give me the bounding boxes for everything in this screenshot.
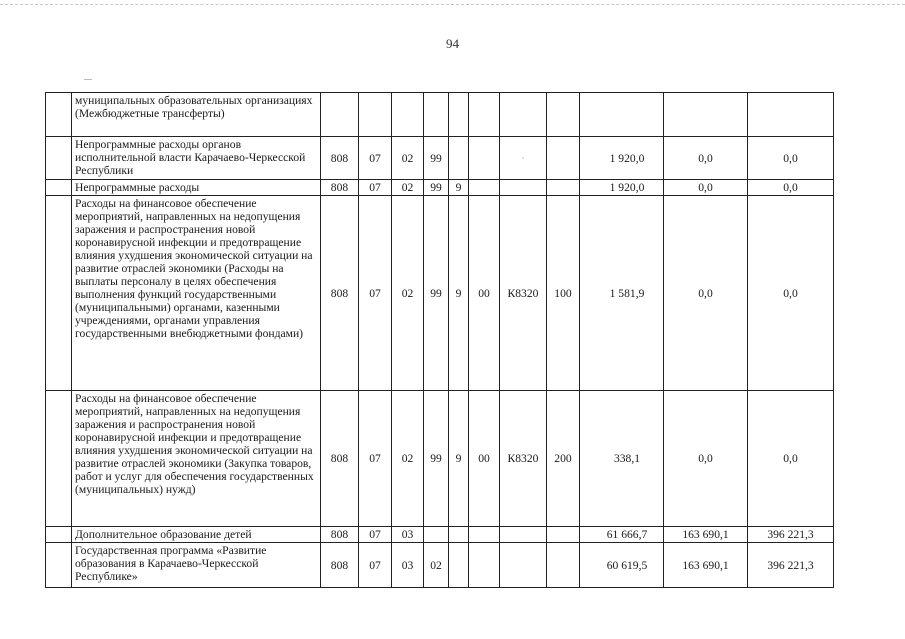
row-description: Дополнительное образование детей (72, 527, 321, 543)
amount-2021-cell: 0,0 (664, 137, 748, 180)
expense-type-cell (547, 180, 580, 196)
direction-code-cell: К8320 (500, 391, 547, 527)
subsection-code-cell: 03 (392, 543, 424, 588)
event-code-cell (469, 137, 500, 180)
section-code-cell: 07 (359, 527, 392, 543)
program-code-cell: 99 (424, 137, 449, 180)
ministry-code-cell: 808 (321, 196, 359, 391)
program-code-cell: 99 (424, 391, 449, 527)
program-code-cell: 02 (424, 543, 449, 588)
row-number-cell (46, 527, 72, 543)
table-row (46, 93, 834, 137)
page-number: 94 (446, 36, 459, 51)
row-number-cell (46, 93, 72, 137)
ministry-code-cell: 808 (321, 527, 359, 543)
row-description: Расходы на финансовое обеспечение мероприятий, направленных на недопущения заражения и распространения новой коронавирусной инфекции и предотвращение влияния ухудшения экономической ситуации на развитие отраслей экономики (Расходы на выплаты персоналу в целях обеспечения выполнения функций государственными (муниципальными) органами, казенными учреждениями, органами управления государственными внебюджетными фондами) (72, 196, 321, 391)
amount-2022-cell: 396 221,3 (748, 527, 834, 543)
subsection-code-cell: 02 (392, 180, 424, 196)
table-row (46, 180, 834, 196)
table-row (46, 137, 834, 180)
expense-type-cell (547, 93, 580, 137)
subsection-code-cell: 02 (392, 196, 424, 391)
event-code-cell (469, 543, 500, 588)
table-row (46, 391, 834, 527)
event-code-cell (469, 527, 500, 543)
amount-2022-cell: 0,0 (748, 137, 834, 180)
amount-2022-cell: 0,0 (748, 391, 834, 527)
row-description: Непрограммные расходы (72, 180, 321, 196)
row-number-cell (46, 196, 72, 391)
table-row (46, 543, 834, 588)
expense-type-cell (547, 543, 580, 588)
subsection-code-cell (392, 93, 424, 137)
row-description: Расходы на финансовое обеспечение мероприятий, направленных на недопущения заражения и распространения новой коронавирусной инфекции и предотвращение влияния ухудшения экономической ситуации на развитие отраслей экономики (Закупка товаров, работ и услуг для обеспечения государственных (муниципальных) нужд) (72, 391, 321, 527)
direction-code-cell (500, 93, 547, 137)
section-code-cell: 07 (359, 391, 392, 527)
section-code-cell (359, 93, 392, 137)
expense-type-cell: 200 (547, 391, 580, 527)
subprogram-code-cell (449, 137, 469, 180)
ministry-code-cell: 808 (321, 543, 359, 588)
program-code-cell (424, 93, 449, 137)
amount-2022-cell: 0,0 (748, 196, 834, 391)
section-code-cell: 07 (359, 196, 392, 391)
amount-2020-cell (580, 93, 664, 137)
row-description: Непрограммные расходы органов исполнительной власти Карачаево-Черкесской Республики (72, 137, 321, 180)
subprogram-code-cell (449, 93, 469, 137)
row-number-cell (46, 180, 72, 196)
amount-2021-cell: 0,0 (664, 196, 748, 391)
row-description: Государственная программа «Развитие образования в Карачаево-Черкесской Республике» (72, 543, 321, 588)
section-code-cell: 07 (359, 137, 392, 180)
amount-2020-cell: 1 920,0 (580, 180, 664, 196)
ministry-code-cell: 808 (321, 137, 359, 180)
subprogram-code-cell: 9 (449, 180, 469, 196)
event-code-cell: 00 (469, 391, 500, 527)
table-row (46, 196, 834, 391)
ministry-code-cell: 808 (321, 180, 359, 196)
section-code-cell: 07 (359, 180, 392, 196)
section-code-cell: 07 (359, 543, 392, 588)
amount-2022-cell (748, 93, 834, 137)
amount-2020-cell: 1 920,0 (580, 137, 664, 180)
budget-table (45, 92, 834, 588)
amount-2020-cell: 1 581,9 (580, 196, 664, 391)
amount-2021-cell: 163 690,1 (664, 527, 748, 543)
event-code-cell: 00 (469, 196, 500, 391)
program-code-cell (424, 527, 449, 543)
expense-type-cell (547, 527, 580, 543)
amount-2021-cell: 163 690,1 (664, 543, 748, 588)
amount-2022-cell: 0,0 (748, 180, 834, 196)
subsection-code-cell: 02 (392, 137, 424, 180)
amount-2021-cell (664, 93, 748, 137)
event-code-cell (469, 93, 500, 137)
program-code-cell: 99 (424, 196, 449, 391)
row-number-cell (46, 543, 72, 588)
direction-code-cell (500, 527, 547, 543)
ministry-code-cell (321, 93, 359, 137)
amount-2021-cell: 0,0 (664, 391, 748, 527)
ministry-code-cell: 808 (321, 391, 359, 527)
row-description: муниципальных образовательных организациях (Межбюджетные трансферты) (72, 93, 321, 137)
direction-code-cell (500, 180, 547, 196)
amount-2020-cell: 61 666,7 (580, 527, 664, 543)
subprogram-code-cell: 9 (449, 196, 469, 391)
table-row (46, 527, 834, 543)
amount-2022-cell: 396 221,3 (748, 543, 834, 588)
amount-2020-cell: 338,1 (580, 391, 664, 527)
scan-edge (0, 4, 905, 5)
event-code-cell (469, 180, 500, 196)
subprogram-code-cell: 9 (449, 391, 469, 527)
program-code-cell: 99 (424, 180, 449, 196)
direction-code-cell (500, 543, 547, 588)
row-number-cell (46, 137, 72, 180)
subprogram-code-cell (449, 543, 469, 588)
expense-type-cell (547, 137, 580, 180)
row-number-cell (46, 391, 72, 527)
amount-2020-cell: 60 619,5 (580, 543, 664, 588)
direction-code-cell: · (500, 137, 547, 180)
scan-speck (84, 79, 92, 80)
amount-2021-cell: 0,0 (664, 180, 748, 196)
expense-type-cell: 100 (547, 196, 580, 391)
subsection-code-cell: 03 (392, 527, 424, 543)
subprogram-code-cell (449, 527, 469, 543)
direction-code-cell: К8320 (500, 196, 547, 391)
subsection-code-cell: 02 (392, 391, 424, 527)
